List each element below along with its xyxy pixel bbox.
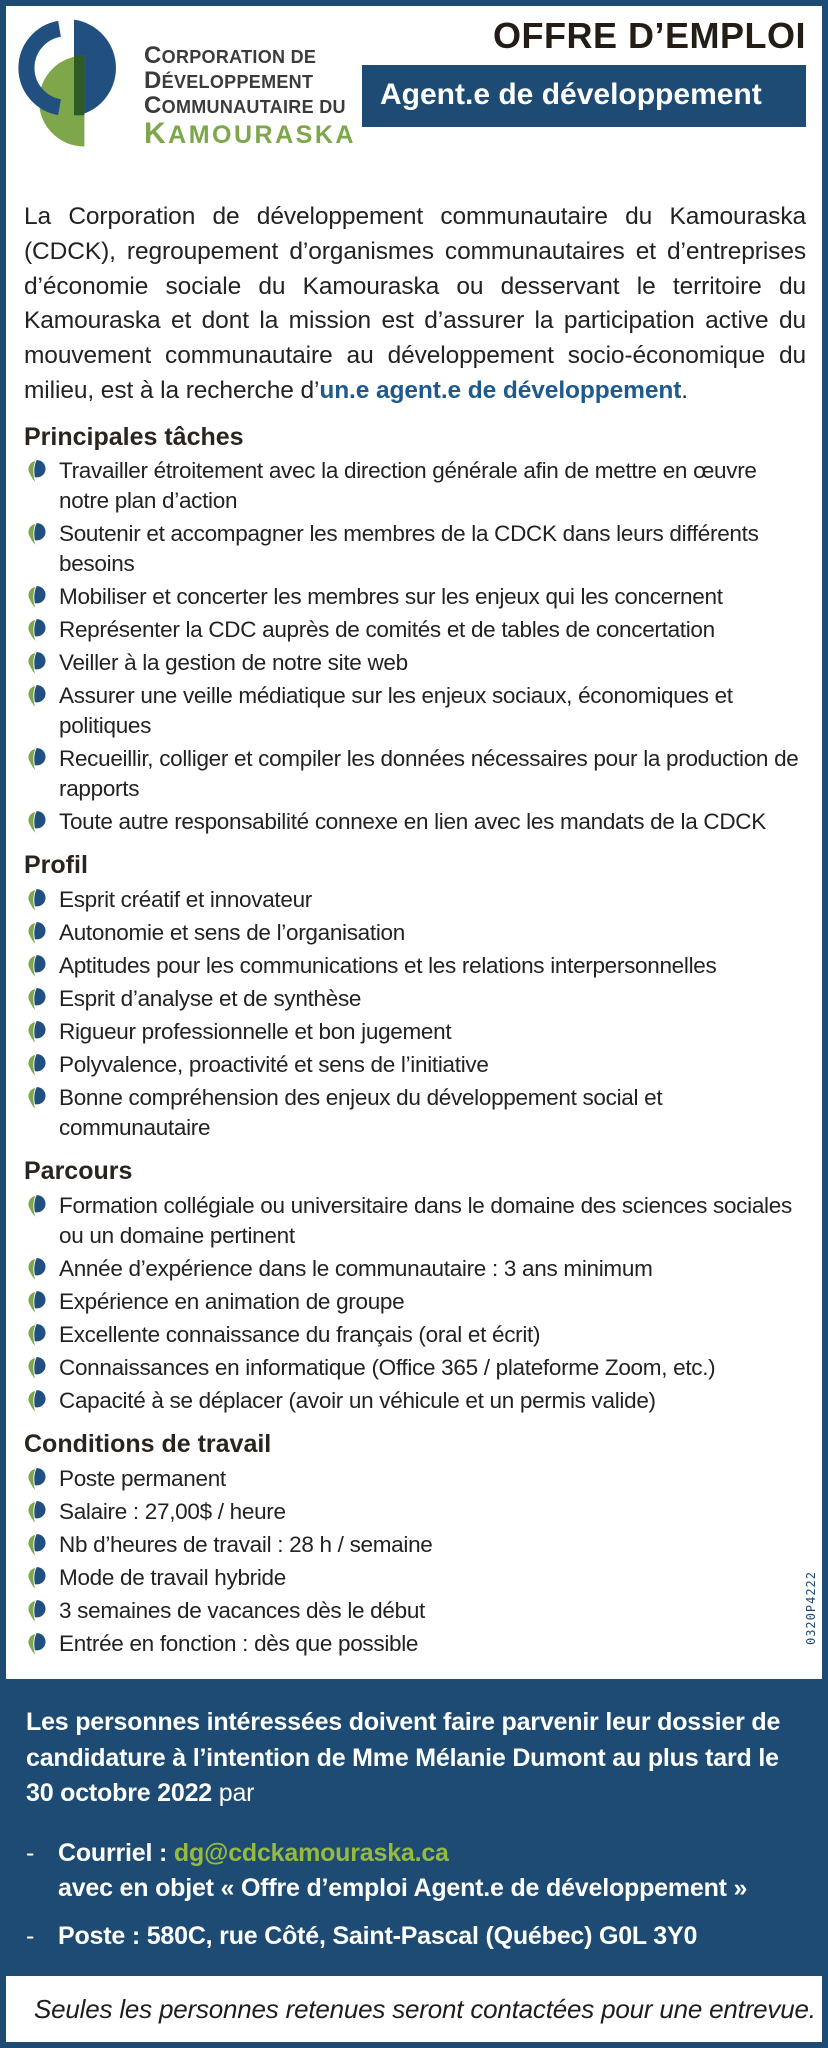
list-item: [24, 744, 806, 804]
leaf-bullet-icon: [26, 618, 46, 643]
list-item-text: Salaire : 27,00$ / heure: [59, 1498, 286, 1524]
footer-note: [6, 1976, 822, 2042]
list-item-text: Toute autre responsabilité connexe en lien avec les mandats de la CDCK: [59, 809, 766, 835]
email-label: Courriel :: [58, 1838, 168, 1867]
list-item-text: Polyvalence, proactivité et sens de l’initiative: [59, 1052, 489, 1078]
org-name-line-2: DÉVELOPPEMENT: [144, 67, 314, 94]
list-item: [24, 918, 806, 948]
contact-email-content: [58, 1836, 747, 1907]
leaf-bullet-icon: [26, 921, 46, 946]
list-item-text: Recueillir, colliger et compiler les données nécessaires pour la production de rapports: [59, 746, 799, 802]
leaf-bullet-icon: [26, 585, 46, 610]
list-item: [24, 1353, 806, 1383]
list-item: [24, 1629, 806, 1659]
list-item: [24, 1464, 806, 1494]
leaf-bullet-icon: [26, 747, 46, 772]
contact-block: [6, 1679, 822, 1976]
contact-email-row: [26, 1836, 804, 1907]
email-link[interactable]: dg@cdckamouraska.ca: [173, 1838, 449, 1867]
list-item-text: Bonne compréhension des enjeux du développement social et communautaire: [59, 1085, 663, 1141]
intro-period: .: [681, 376, 689, 404]
list-item-text: Année d’expérience dans le communautaire : 3 ans minimum: [59, 1255, 653, 1281]
spacer: [6, 1662, 822, 1679]
list-item: [24, 1287, 806, 1317]
leaf-bullet-icon: [26, 651, 46, 676]
email-subject-line: avec en objet « Offre d’emploi Agent.e de développement »: [58, 1874, 748, 1902]
list-item-text: Nb d’heures de travail : 28 h / semaine: [59, 1531, 433, 1557]
leaf-bullet-icon: [26, 459, 46, 484]
list-item: [24, 615, 806, 645]
list-item-text: Soutenir et accompagner les membres de la CDCK dans leurs différents besoins: [59, 521, 759, 577]
leaf-bullet-icon: [26, 954, 46, 979]
header: [6, 6, 822, 166]
leaf-bullet-icon: [26, 1356, 46, 1381]
job-title-banner: Agent.e de développement: [362, 65, 806, 127]
leaf-bullet-icon: [26, 1086, 46, 1111]
list-item: [24, 807, 806, 837]
list-item-text: Esprit d’analyse et de synthèse: [59, 986, 362, 1012]
list-item-text: 3 semaines de vacances dès le début: [59, 1597, 425, 1623]
leaf-bullet-icon: [26, 1389, 46, 1414]
list-item: [24, 885, 806, 915]
side-code: 0320P4222: [804, 1571, 818, 1646]
list-item: [24, 1254, 806, 1284]
section: [24, 1430, 806, 1659]
contact-lead-bold: Les personnes intéressées doivent faire parvenir leur dossier de candidature à l’intention de Mme Mélanie Dumont au plus tard le 30 octobre 2022: [26, 1708, 781, 1807]
list-item-text: Esprit créatif et innovateur: [59, 887, 312, 913]
list-item: [24, 456, 806, 516]
footer-note-text: Seules les personnes retenues seront contactées pour une entrevue.: [34, 1993, 816, 2024]
leaf-bullet-icon: [26, 987, 46, 1012]
intro-paragraph: [24, 200, 806, 409]
leaf-bullet-icon: [26, 1467, 46, 1492]
list-item: [24, 681, 806, 741]
list-item: [24, 1596, 806, 1626]
list-item: [24, 1530, 806, 1560]
bullet-list: [24, 1191, 806, 1416]
list-item-text: Entrée en fonction : dès que possible: [59, 1630, 419, 1656]
intro-highlight: un.e agent.e de développement: [319, 376, 682, 404]
list-item-text: Représenter la CDC auprès de comités et de tables de concertation: [59, 617, 715, 643]
list-item-text: Travailler étroitement avec la direction générale afin de mettre en œuvre notre plan d’action: [59, 458, 757, 514]
list-item: [24, 1017, 806, 1047]
post-address: 580C, rue Côté, Saint-Pascal (Québec) G0L 3Y0: [146, 1921, 698, 1950]
intro-text: La Corporation de développement communautaire du Kamouraska (CDCK), regroupement d’organismes communautaires et d’entreprises d’économie sociale du Kamouraska ou desservant le territoire du Kamouraska et dont la mission est d’assurer la participation active du mouvement communautaire au développement socio-économique du milieu, est à la recherche d’: [24, 203, 806, 404]
dash-marker: -: [26, 1921, 35, 1950]
leaf-bullet-icon: [26, 1599, 46, 1624]
list-item-text: Autonomie et sens de l’organisation: [59, 920, 405, 946]
sections: [24, 409, 806, 1662]
leaf-bullet-icon: [26, 1053, 46, 1078]
list-item-text: Formation collégiale ou universitaire dans le domaine des sciences sociales ou un domaine pertinent: [59, 1192, 792, 1248]
leaf-bullet-icon: [26, 522, 46, 547]
leaf-bullet-icon: [26, 1566, 46, 1591]
section: [24, 423, 806, 838]
dash-marker: -: [26, 1838, 35, 1867]
list-item: [24, 1191, 806, 1251]
section: [24, 851, 806, 1143]
leaf-bullet-icon: [26, 1632, 46, 1657]
leaf-bullet-icon: [26, 810, 46, 835]
cdck-logo-icon: [18, 14, 130, 156]
list-item: [24, 1050, 806, 1080]
org-name-line-1: CORPORATION DE: [144, 42, 317, 69]
contact-post-content: [58, 1919, 697, 1955]
list-item-text: Rigueur professionnelle et bon jugement: [59, 1019, 452, 1045]
list-item: [24, 582, 806, 612]
bullet-list: [24, 885, 806, 1143]
list-item: [24, 1083, 806, 1143]
leaf-bullet-icon: [26, 1500, 46, 1525]
org-region: KAMOURASKA: [144, 117, 356, 150]
list-item: [24, 519, 806, 579]
list-item-text: Aptitudes pour les communications et les relations interpersonnelles: [59, 953, 717, 979]
list-item-text: Poste permanent: [59, 1465, 226, 1491]
list-item: [24, 1386, 806, 1416]
bullet-list: [24, 456, 806, 837]
header-right: [362, 16, 806, 127]
list-item-text: Mobiliser et concerter les membres sur les enjeux qui les concernent: [59, 584, 723, 610]
list-item: [24, 984, 806, 1014]
list-item: [24, 1563, 806, 1593]
leaf-bullet-icon: [26, 1257, 46, 1282]
list-item: [24, 1320, 806, 1350]
contact-post-row: [26, 1919, 804, 1955]
list-item-text: Expérience en animation de groupe: [59, 1288, 405, 1314]
contact-lead: [26, 1705, 804, 1812]
org-name-line-3: COMMUNAUTAIRE DU: [144, 92, 346, 119]
list-item-text: Capacité à se déplacer (avoir un véhicule et un permis valide): [59, 1387, 656, 1413]
list-item-text: Assurer une veille médiatique sur les enjeux sociaux, économiques et politiques: [59, 683, 733, 739]
leaf-bullet-icon: [26, 1194, 46, 1219]
section-title: Conditions de travail: [24, 1429, 272, 1458]
section: [24, 1157, 806, 1416]
section-title: Parcours: [24, 1157, 133, 1186]
list-item-text: Veiller à la gestion de notre site web: [59, 650, 408, 676]
list-item: [24, 648, 806, 678]
list-item-text: Excellente connaissance du français (oral et écrit): [59, 1321, 541, 1347]
list-item-text: Mode de travail hybride: [59, 1564, 286, 1590]
leaf-bullet-icon: [26, 888, 46, 913]
section-title: Profil: [24, 851, 88, 880]
leaf-bullet-icon: [26, 684, 46, 709]
contact-lead-normal: par: [212, 1779, 255, 1807]
leaf-bullet-icon: [26, 1020, 46, 1045]
org-name: [144, 42, 356, 150]
post-label: Poste :: [58, 1921, 140, 1950]
leaf-bullet-icon: [26, 1323, 46, 1348]
section-title: Principales tâches: [24, 422, 244, 451]
list-item: [24, 1497, 806, 1527]
offer-title: OFFRE D’EMPLOI: [493, 15, 806, 56]
bullet-list: [24, 1464, 806, 1659]
list-item: [24, 951, 806, 981]
leaf-bullet-icon: [26, 1290, 46, 1315]
leaf-bullet-icon: [26, 1533, 46, 1558]
list-item-text: Connaissances en informatique (Office 365 / plateforme Zoom, etc.): [59, 1354, 716, 1380]
